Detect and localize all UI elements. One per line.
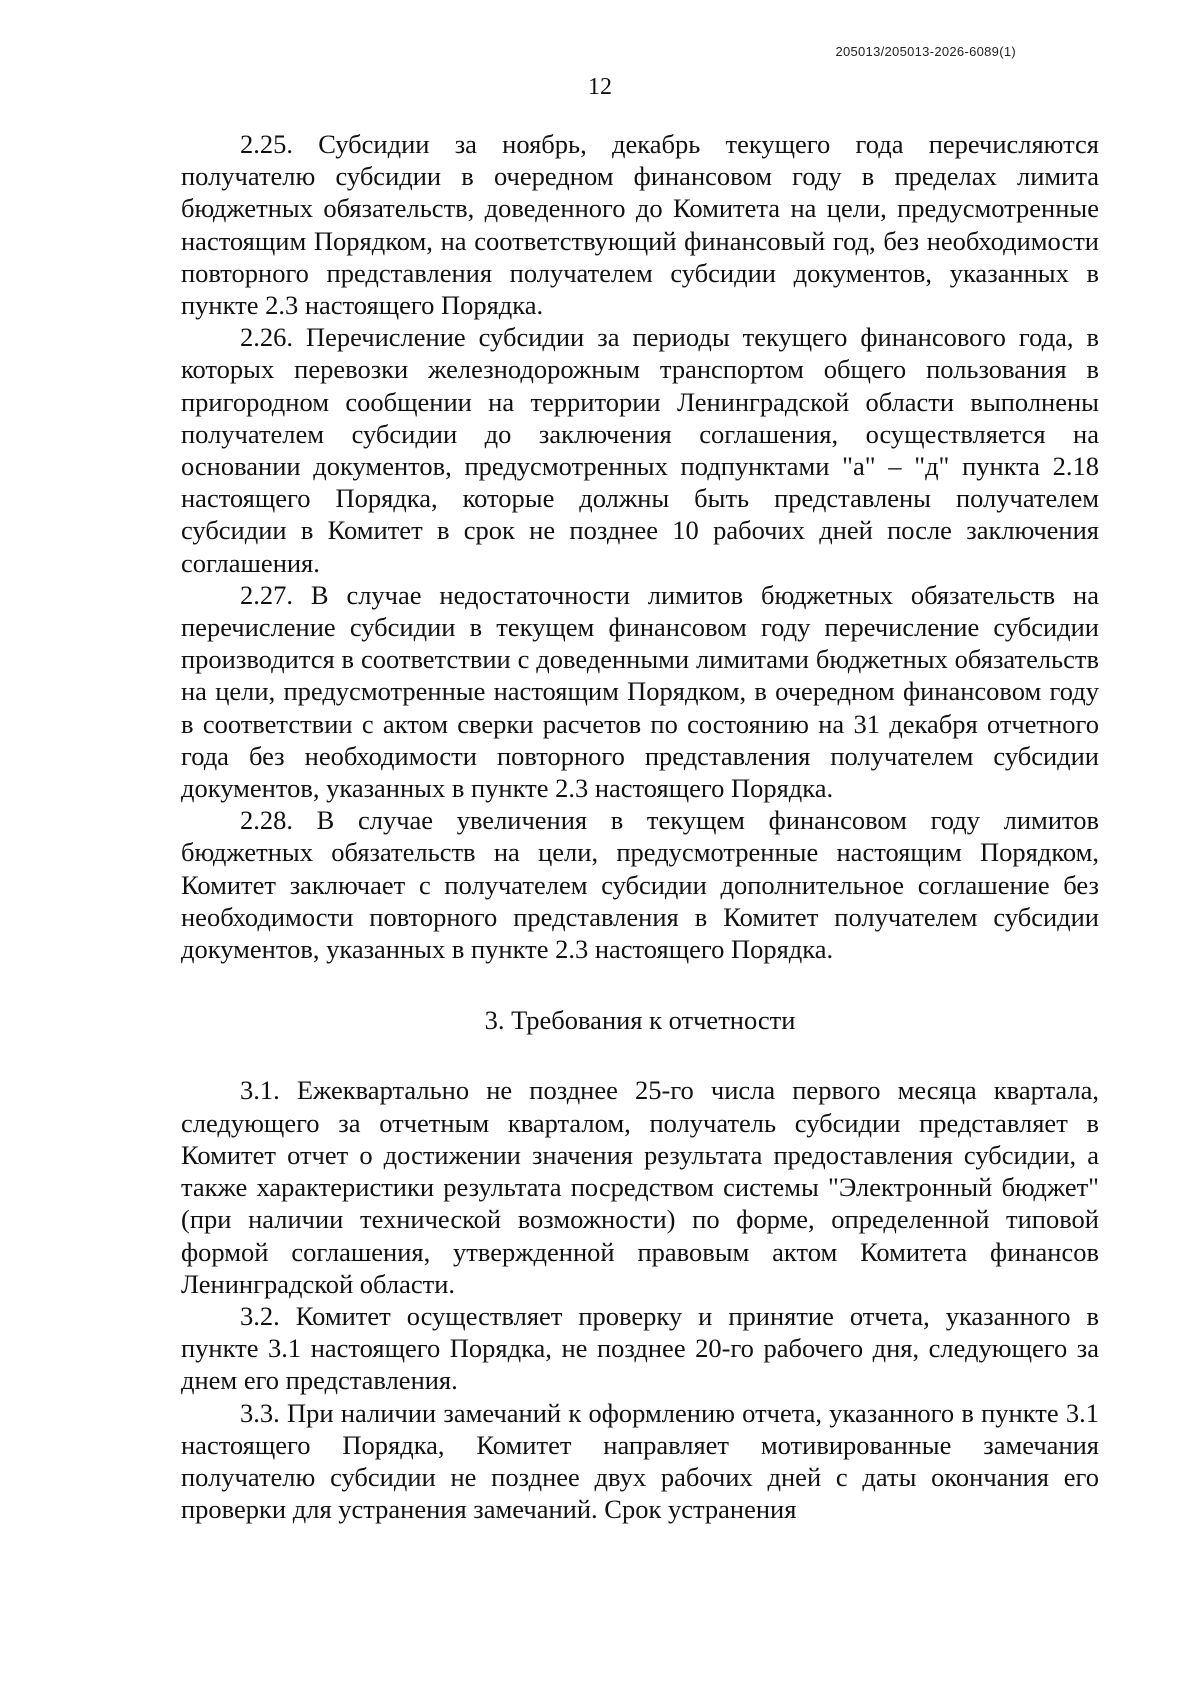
document-body — [181, 128, 1099, 1525]
paragraph-2-28: 2.28. В случае увеличения в текущем финансовом году лимитов бюджетных обязательств на цели, предусмотренные настоящим Порядком, Комитет заключает с получателем субсидии дополнительное соглашение без необходимости повторного представления в Комитет получателем субсидии документов, указанных в пункте 2.3 настоящего Порядка. — [181, 805, 1099, 965]
document-id: 205013/205013-2026-6089(1) — [835, 44, 1016, 59]
paragraph-2-27: 2.27. В случае недостаточности лимитов бюджетных обязательств на перечисление субсидии в текущем финансовом году перечисление субсидии производится в соответствии с доведенными лимитами бюджетных обязательств на цели, предусмотренные настоящим Порядком, в очередном финансовом году в соответствии с актом сверки расчетов по состоянию на 31 декабря отчетного года без необходимости повторного представления получателем субсидии документов, указанных в пункте 2.3 настоящего Порядка. — [181, 579, 1099, 804]
page-number: 12 — [588, 74, 612, 100]
paragraph-3-1: 3.1. Ежеквартально не позднее 25-го числа первого месяца квартала, следующего за отчетным кварталом, получатель субсидии представляет в Комитет отчет о достижении значения результата предоставления субсидии, а также характеристики результата посредством системы "Электронный бюджет" (при наличии технической возможности) по форме, определенной типовой формой соглашения, утвержденной правовым актом Комитета финансов Ленинградской области. — [181, 1075, 1099, 1299]
paragraph-2-26: 2.26. Перечисление субсидии за периоды текущего финансового года, в которых перевозки железнодорожным транспортом общего пользования в пригородном сообщении на территории Ленинградской области выполнены получателем субсидии до заключения соглашения, осуществляется на основании документов, предусмотренных подпунктами "а" – "д" пункта 2.18 настоящего Порядка, которые должны быть представлены получателем субсидии в Комитет в срок не позднее 10 рабочих дней после заключения соглашения. — [181, 322, 1099, 578]
paragraph-3-2: 3.2. Комитет осуществляет проверку и принятие отчета, указанного в пункте 3.1 настоящего Порядка, не позднее 20-го рабочего дня, следующего за днем его представления. — [181, 1300, 1099, 1396]
paragraph-3-3: 3.3. При наличии замечаний к оформлению отчета, указанного в пункте 3.1 настоящего Порядка, Комитет направляет мотивированные замечания получателю субсидии не позднее двух рабочих дней с даты окончания его проверки для устранения замечаний. Срок устранения — [181, 1397, 1099, 1525]
section-heading: 3. Требования к отчетности — [484, 1005, 796, 1036]
paragraph-2-25: 2.25. Субсидии за ноябрь, декабрь текущего года перечисляются получателю субсидии в очередном финансовом году в пределах лимита бюджетных обязательств, доведенного до Комитета на цели, предусмотренные настоящим Порядком, на соответствующий финансовый год, без необходимости повторного представления получателем субсидии документов, указанных в пункте 2.3 настоящего Порядка. — [181, 129, 1099, 321]
